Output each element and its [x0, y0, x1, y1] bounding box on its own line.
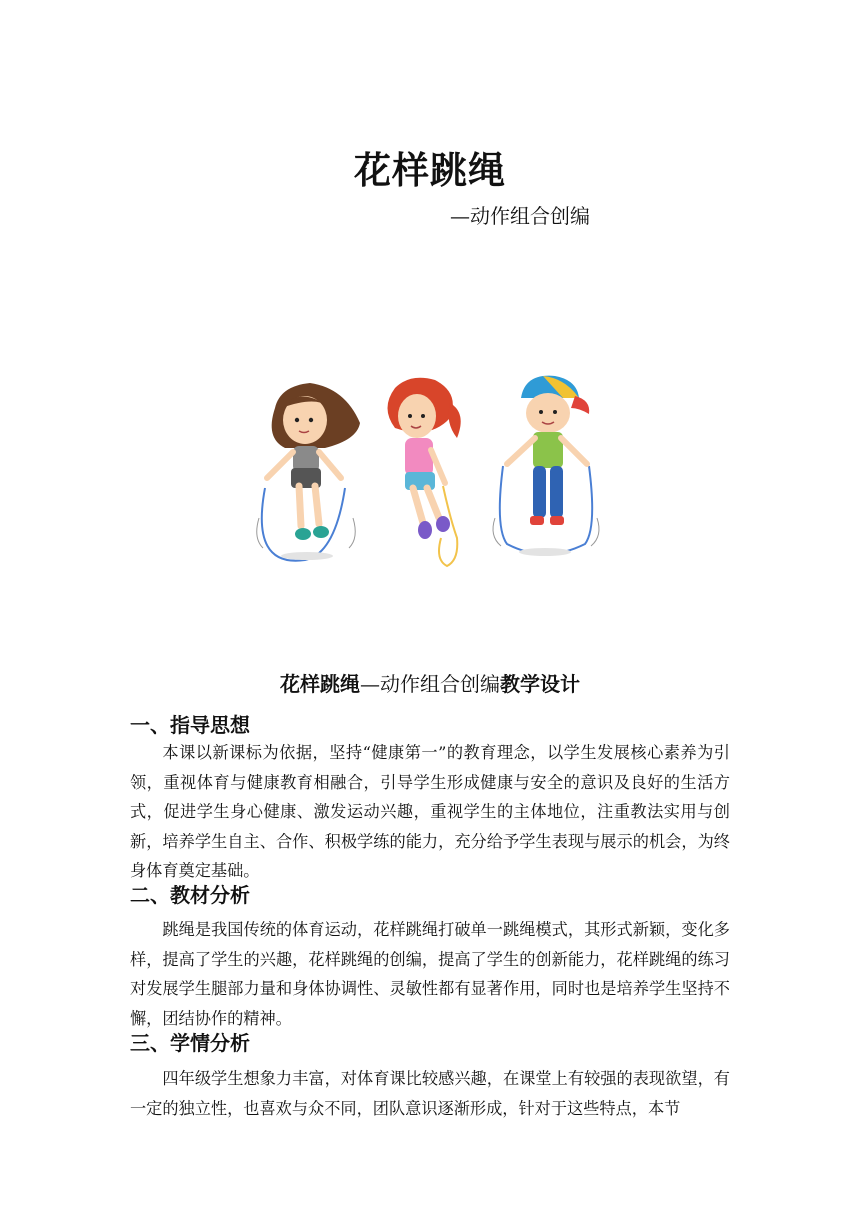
- girl-jumping-figure-1: [257, 383, 360, 561]
- section-body-student-analysis: 四年级学生想象力丰富，对体育课比较感兴趣，在课堂上有较强的表现欲望，有一定的独立性，也喜欢与众不同，团队意识逐渐形成，针对于这些特点，本节: [130, 1069, 730, 1118]
- girl-jumping-figure-2: [388, 378, 461, 566]
- section-title-guiding-thought: 一、指导思想: [130, 713, 250, 737]
- lesson-plan-heading: 花样跳绳—动作组合创编教学设计: [280, 672, 580, 696]
- jump-rope-illustration: [245, 368, 615, 648]
- section-body-material-analysis: 跳绳是我国传统的体育运动，花样跳绳打破单一跳绳模式，其形式新颖，变化多样，提高了学生的兴趣，花样跳绳的创编，提高了学生的创新能力，花样跳绳的练习对发展学生腿部力量和身体协调性、灵敏性都有显著作用，同时也是培养学生坚持不懈，团结协作的精神。: [130, 920, 730, 1028]
- document-subtitle: —动作组合创编: [450, 204, 590, 228]
- section-title-student-analysis: 三、学情分析: [130, 1031, 250, 1055]
- section-title-material-analysis: 二、教材分析: [130, 883, 250, 907]
- section-body-guiding-thought: 本课以新课标为依据，坚持“健康第一”的教育理念，以学生发展核心素养为引领，重视体育与健康教育相融合，引导学生形成健康与安全的意识及良好的生活方式，促进学生身心健康、激发运动兴趣，重视学生的主体地位，注重教法实用与创新，培养学生自主、合作、积极学练的能力，充分给予学生表现与展示的机会，为终身体育奠定基础。: [130, 743, 730, 880]
- document-title: 花样跳绳: [354, 149, 506, 192]
- boy-jumping-figure: [493, 376, 599, 556]
